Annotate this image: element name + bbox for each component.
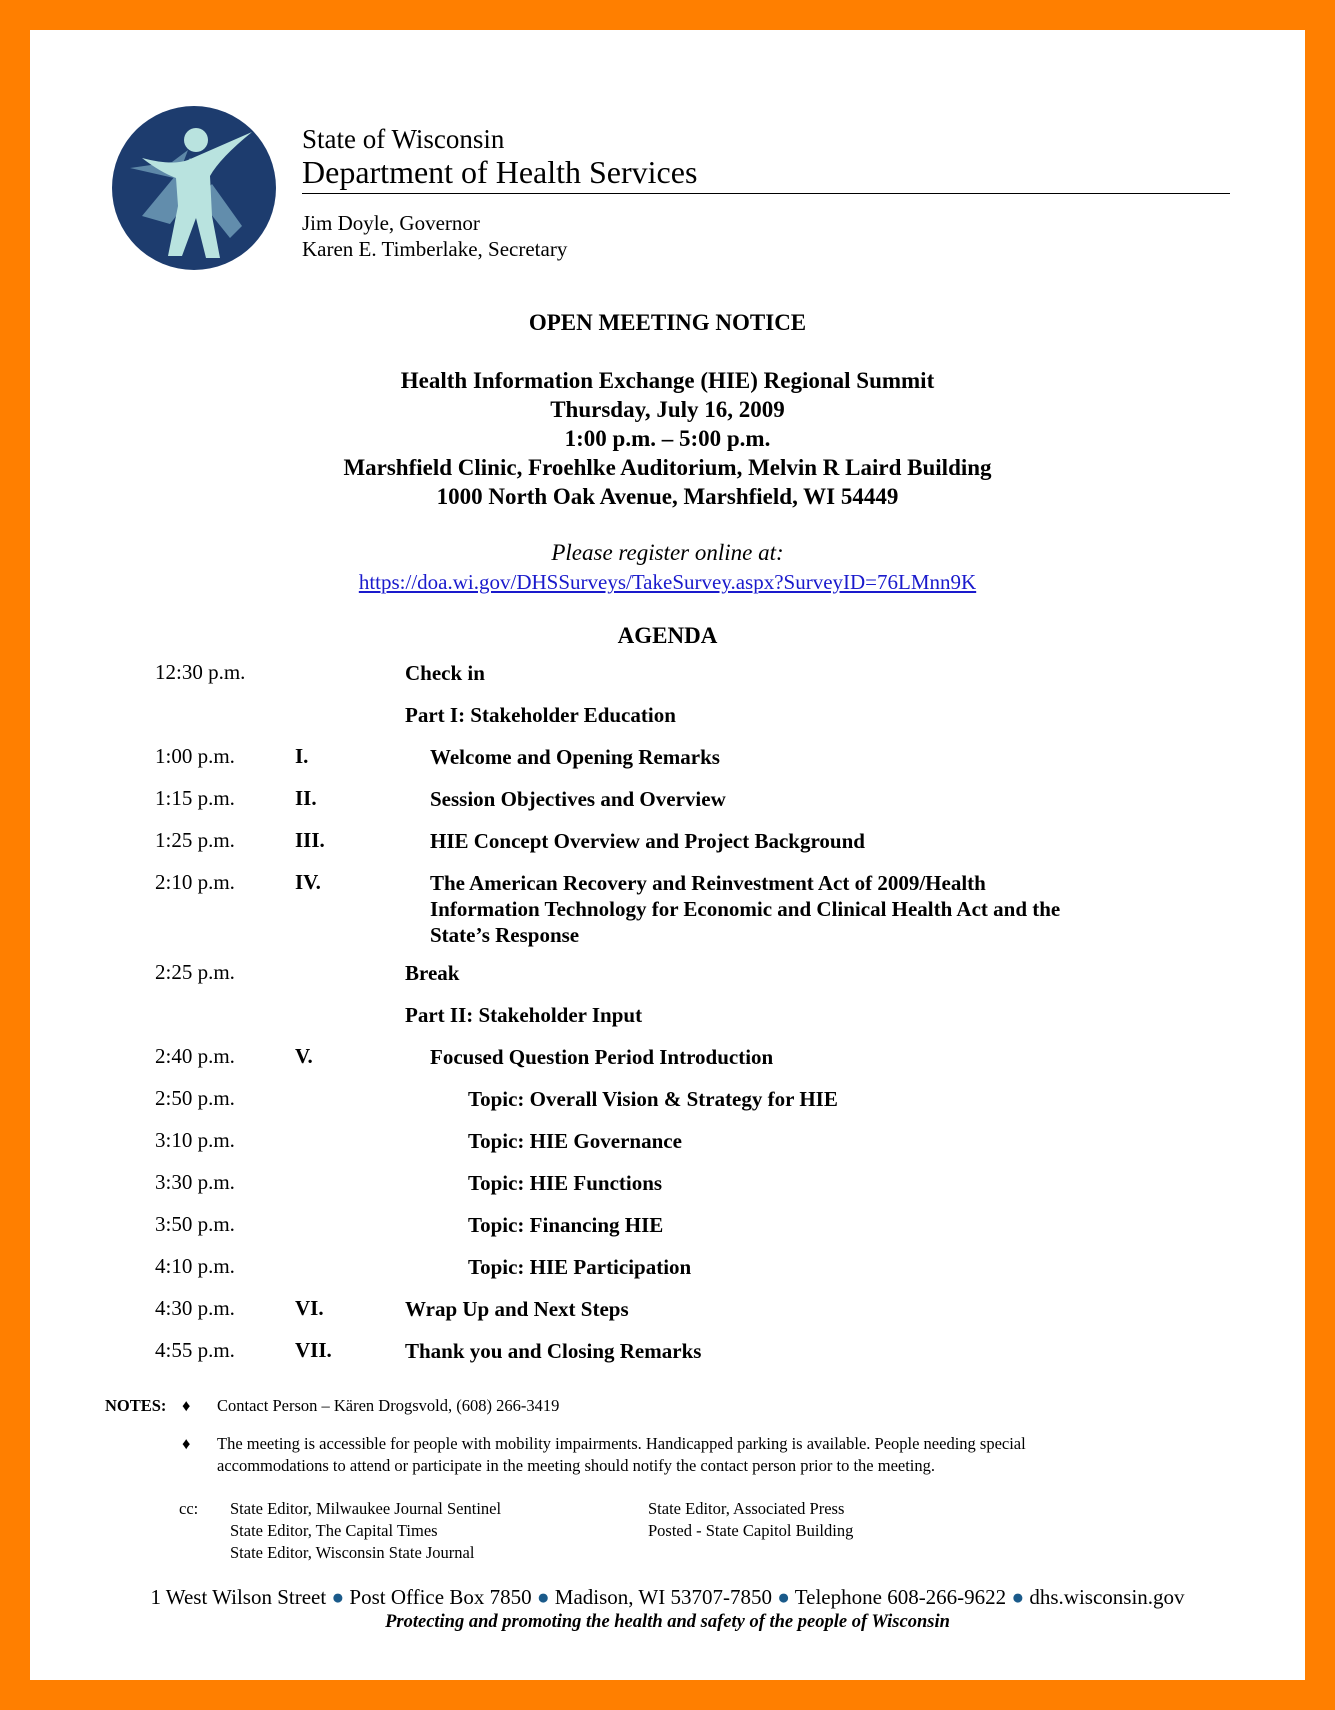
footer-website: dhs.wisconsin.gov [1029,1585,1185,1609]
agenda-item: The American Recovery and Reinvestment Act of 2009/Health [430,871,986,895]
bullet-dot-icon: ● [777,1585,790,1609]
agenda-topic: Topic: Overall Vision & Strategy for HIE [468,1087,838,1111]
cc-recipient: State Editor, The Capital Times [230,1521,438,1540]
agenda-item-continued: State’s Response [430,923,580,947]
agenda-item: Welcome and Opening Remarks [430,745,720,769]
agenda-title: AGENDA [617,623,718,648]
cc-recipient: State Editor, Wisconsin State Journal [230,1543,475,1562]
agenda-time: 1:25 p.m. [155,828,235,852]
agenda-number: IV. [295,870,321,894]
agenda-time: 1:15 p.m. [155,786,235,810]
register-text: Please register online at: [551,540,784,565]
event-time: 1:00 p.m. – 5:00 p.m. [564,426,771,451]
footer-tagline: Protecting and promoting the health and safety of the people of Wisconsin [385,1612,950,1632]
agenda-number: V. [295,1044,313,1068]
agenda-time: 1:00 p.m. [155,744,235,768]
agenda-time: 3:10 p.m. [155,1128,235,1152]
governor-line: Jim Doyle, Governor [302,211,480,235]
agenda-time: 2:50 p.m. [155,1086,235,1110]
agenda-item: Session Objectives and Overview [430,787,726,811]
cc-recipient: State Editor, Milwaukee Journal Sentinel [230,1499,502,1518]
agenda-time: 12:30 p.m. [155,660,246,684]
agenda-item: Thank you and Closing Remarks [405,1339,702,1363]
cc-recipient: Posted - State Capitol Building [648,1521,854,1540]
agenda-item: Break [405,961,460,985]
agenda-item: Focused Question Period Introduction [430,1045,774,1069]
event-title: Health Information Exchange (HIE) Regional Summit [400,368,935,393]
agenda-time: 2:10 p.m. [155,870,235,894]
agenda-time: 2:40 p.m. [155,1044,235,1068]
agenda-number: II. [295,786,317,810]
secretary-line: Karen E. Timberlake, Secretary [302,237,568,261]
notice-title: OPEN MEETING NOTICE [528,310,807,335]
footer-phone: Telephone 608-266-9622 [794,1585,1007,1609]
bullet-dot-icon: ● [536,1585,550,1609]
cc-label: cc: [179,1499,199,1518]
cc-recipient: State Editor, Associated Press [648,1499,845,1518]
agenda-number: VI. [295,1296,324,1320]
accessibility-note-line2: accommodations to attend or participate in the meeting should notify the contact person prior to the meeting. [217,1456,936,1475]
agenda-time: 2:25 p.m. [155,960,235,984]
bullet-dot-icon: ● [1011,1585,1025,1609]
agenda-section-heading: Part I: Stakeholder Education [405,703,676,727]
agenda-item: Wrap Up and Next Steps [405,1297,629,1321]
header-divider [302,193,1230,194]
agenda-section-heading: Part II: Stakeholder Input [405,1003,643,1027]
bullet-icon: ♦ [182,1396,191,1415]
agenda-time: 4:10 p.m. [155,1254,235,1278]
agenda-number: III. [295,828,325,852]
department-name: Department of Health Services [302,154,698,190]
event-date: Thursday, July 16, 2009 [550,397,785,422]
footer-city: Madison, WI 53707-7850 [554,1585,772,1609]
bullet-dot-icon: ● [331,1585,345,1609]
agenda-topic: Topic: HIE Participation [468,1255,692,1279]
event-location: Marshfield Clinic, Froehlke Auditorium, Melvin R Laird Building [343,455,992,480]
agenda-topic: Topic: HIE Functions [468,1171,663,1195]
bullet-icon: ♦ [182,1434,191,1453]
footer-street: 1 West Wilson Street [150,1585,327,1609]
agenda-number: I. [295,744,309,768]
footer-address [30,1585,1305,1610]
agenda-item: HIE Concept Overview and Project Background [430,829,865,853]
contact-person: Contact Person – Kären Drogsvold, (608) 266-3419 [217,1396,560,1415]
register-link[interactable]: https://doa.wi.gov/DHSSurveys/TakeSurvey.aspx?SurveyID=76LMnn9K [358,570,977,594]
agenda-item-continued: Information Technology for Economic and Clinical Health Act and the [430,897,1061,921]
dhs-person-logo-icon [112,106,276,270]
agenda-topic: Topic: Financing HIE [468,1213,664,1237]
agenda-time: 4:30 p.m. [155,1296,235,1320]
agenda-number: VII. [295,1338,332,1362]
notes-label: NOTES: [105,1396,167,1415]
agenda-time: 3:30 p.m. [155,1170,235,1194]
agenda-time: 3:50 p.m. [155,1212,235,1236]
agenda-topic: Topic: HIE Governance [468,1129,682,1153]
agenda-time: 4:55 p.m. [155,1338,235,1362]
agenda-item: Check in [405,661,485,685]
footer-po-box: Post Office Box 7850 [349,1585,532,1609]
event-address: 1000 North Oak Avenue, Marshfield, WI 54449 [436,484,899,509]
accessibility-note-line1: The meeting is accessible for people with mobility impairments. Handicapped parking is available. People needing special [217,1434,1026,1453]
document-page [30,30,1305,1680]
state-name: State of Wisconsin [302,124,505,154]
